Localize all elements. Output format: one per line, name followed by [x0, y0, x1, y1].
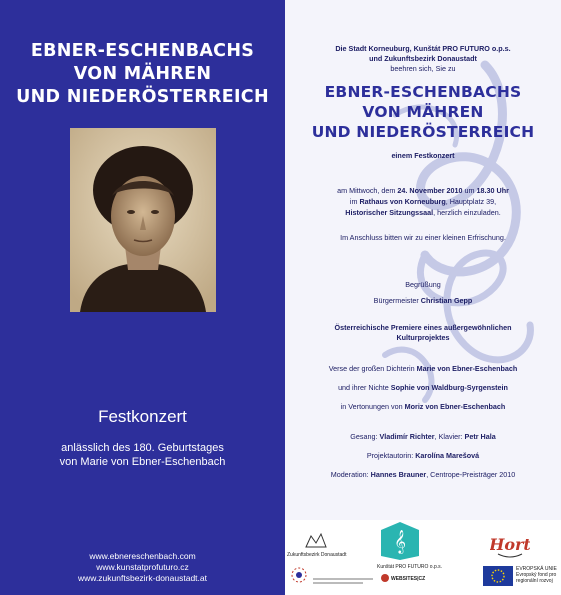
event-title-line: VON MÄHREN [362, 103, 484, 121]
eu-label-line: regionální rozvoj [516, 578, 553, 584]
website-links [0, 551, 285, 584]
moderation-line [285, 470, 561, 480]
eu-flag-icon [483, 566, 513, 586]
mayor-name: Christian Gepp [420, 296, 473, 305]
pianist-name: Petr Hala [464, 432, 496, 441]
setting-text: in Vertonungen von [340, 402, 405, 411]
place-text: im [349, 197, 360, 206]
premiere-text [285, 323, 561, 343]
author-role: Projektautorin: [366, 451, 416, 460]
sponsor-logos [285, 520, 561, 595]
event-title-line: EBNER-ESCHENBACHS [324, 83, 522, 101]
hosts-line: Die Stadt Korneuburg, Kunštát PRO FUTURO o.p.s. [335, 44, 511, 53]
hall-text: , herzlich einzuladen. [433, 208, 501, 217]
niece-line [285, 383, 561, 393]
websites-icon [381, 574, 389, 582]
verse-text: Verse der großen Dichterin [328, 364, 417, 373]
date-line [285, 186, 561, 196]
author-line [285, 451, 561, 461]
zukunftsbezirk-logo [305, 532, 327, 548]
eu-label-line: EVROPSKÁ UNIE [516, 566, 557, 572]
niece-text: und ihrer Nichte [338, 383, 391, 392]
place-text: , Hauptplatz 39, [445, 197, 497, 206]
place-line [285, 197, 561, 207]
left-title-line: UND NIEDERÖSTERREICH [16, 87, 269, 107]
date-text: am Mittwoch, dem [337, 186, 398, 195]
setting-line [285, 402, 561, 412]
mayor-text: Bürgermeister [373, 296, 421, 305]
singer-name: Vladimír Richter [379, 432, 435, 441]
website-link[interactable]: www.kunstatprofuturo.cz [96, 562, 189, 572]
left-title-line: EBNER-ESCHENBACHS [30, 41, 255, 61]
moderation-role: Moderation: [330, 470, 371, 479]
occasion-line: von Marie von Ebner-Eschenbach [59, 456, 226, 468]
greeting-label: Begrüßung [405, 280, 441, 289]
website-link[interactable]: www.ebnereschenbach.com [89, 551, 196, 561]
cooperation-text-block [313, 572, 373, 582]
left-title [0, 40, 285, 109]
websites-label: WEBSITES|CZ [391, 576, 426, 582]
time-value: 18.30 Uhr [476, 186, 509, 195]
moderator-note: , Centrope-Preisträger 2010 [426, 470, 516, 479]
hort-logo [490, 526, 530, 560]
moderator-name: Hannes Brauner [370, 470, 427, 479]
event-title [285, 82, 561, 142]
poet-name: Marie von Ebner-Eschenbach [416, 364, 518, 373]
hort-logo-text: Hort [490, 535, 530, 554]
portrait-photo [70, 128, 216, 312]
hosts-text [285, 44, 561, 74]
stars-logo [289, 566, 309, 584]
svg-text:𝄞: 𝄞 [394, 529, 406, 553]
performer-role: , Klavier: [434, 432, 465, 441]
premiere-line: Kulturprojektes [396, 333, 450, 342]
performer-role: Gesang: [350, 432, 380, 441]
author-name: Karolína Marešová [415, 451, 480, 460]
verse-line [285, 364, 561, 374]
festkonzert-heading: Festkonzert [98, 407, 187, 426]
date-value: 24. November 2010 [397, 186, 463, 195]
hall-line [285, 208, 561, 218]
left-title-line: VON MÄHREN [73, 64, 212, 84]
occasion-line: anlässlich des 180. Geburtstages [61, 442, 224, 454]
festkonzert-subtitle: einem Festkonzert [391, 151, 455, 160]
zukunftsbezirk-label: Zukunftsbezirk Donaustadt [287, 552, 347, 558]
kunstat-logo [375, 520, 425, 562]
place-value: Rathaus von Korneuburg [359, 197, 446, 206]
eu-label [516, 566, 557, 584]
hosts-line: beehren sich, Sie zu [390, 64, 456, 73]
occasion-text [0, 441, 285, 469]
hall-value: Historischer Sitzungssaal [345, 208, 434, 217]
website-link[interactable]: www.zukunftsbezirk-donaustadt.at [78, 573, 207, 583]
refreshment-note: Im Anschluss bitten wir zu einer kleinen Erfrischung. [340, 233, 506, 242]
event-title-line: UND NIEDERÖSTERREICH [311, 123, 535, 141]
date-text: um [462, 186, 477, 195]
hosts-line: und Zukunftsbezirk Donaustadt [369, 54, 477, 63]
premiere-line: Österreichische Premiere eines außergewöhnlichen [334, 323, 512, 332]
right-panel [285, 0, 561, 595]
niece-name: Sophie von Waldburg-Syrgenstein [390, 383, 508, 392]
composer-name: Moriz von Ebner-Eschenbach [404, 402, 506, 411]
kunstat-label: Kunštát PRO FUTURO o.p.s. [377, 564, 443, 570]
performers-line [285, 432, 561, 442]
mayor-line [285, 296, 561, 306]
eu-label-line: Evropský fond pro [516, 572, 557, 578]
